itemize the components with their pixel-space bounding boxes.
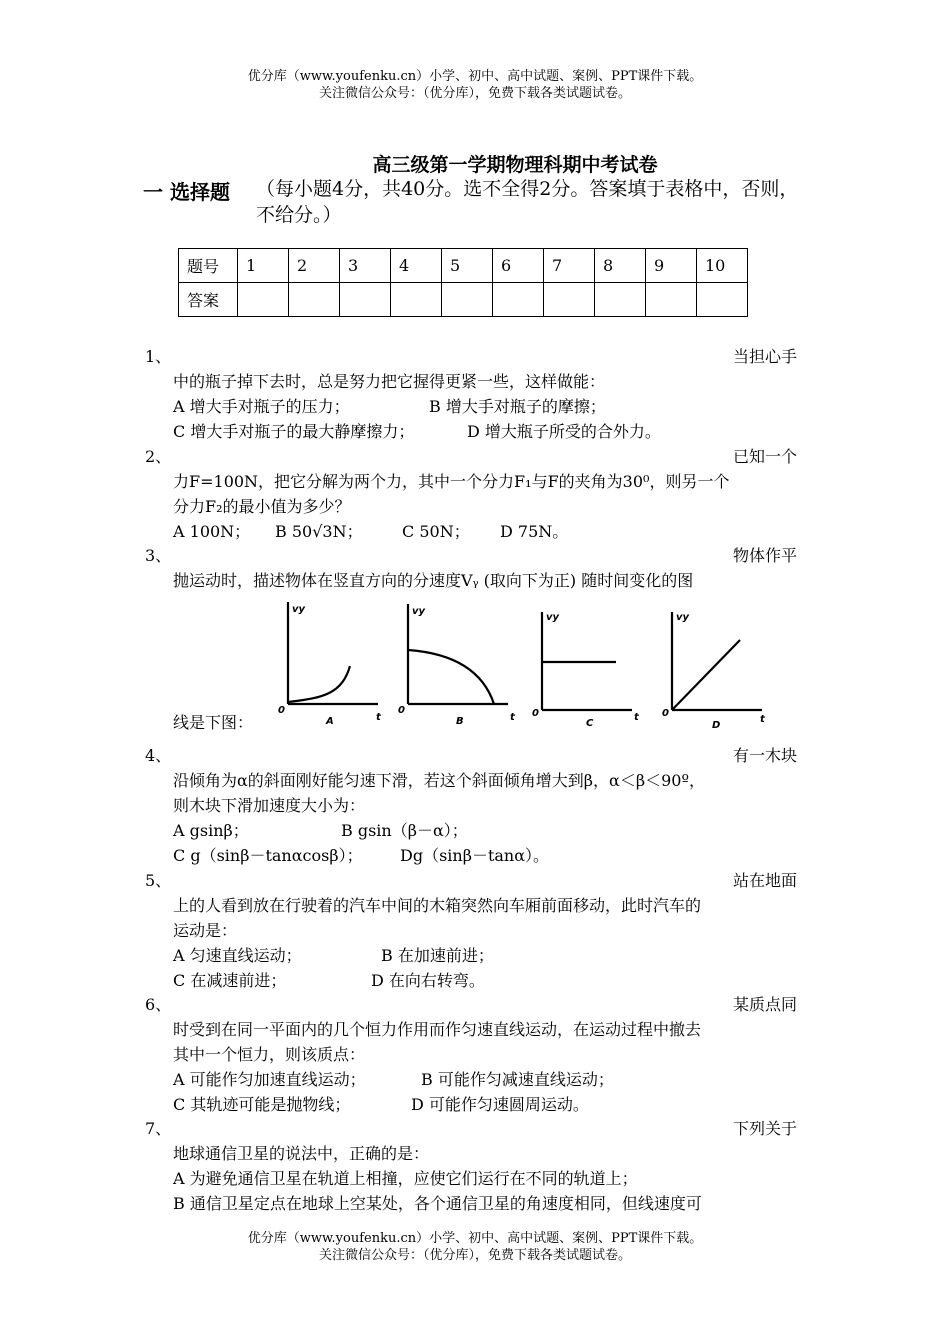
question-1 [145, 344, 805, 444]
graph-c-letter: C [586, 718, 594, 729]
section-label: 一 选择题 [143, 180, 230, 204]
question-text: 线是下图： [173, 713, 254, 732]
graph-a-letter: A [326, 716, 334, 727]
graph-b-letter: B [456, 716, 464, 727]
table-number-cell: 1 [238, 249, 289, 283]
option-b: B gsin（β－α）； [341, 821, 468, 840]
option-a: A 匀速直线运动； [173, 946, 302, 965]
graph-d-origin-label: 0 [662, 708, 669, 719]
option-b: B 50√3N； [275, 522, 363, 541]
header-line-2: 关注微信公众号：（优分库），免费下载各类试题试卷。 [318, 86, 631, 101]
table-number-cell: 3 [340, 249, 391, 283]
graph-c-origin-label: 0 [532, 708, 539, 719]
option-row [173, 968, 805, 993]
option-a: A 100N； [173, 522, 251, 541]
graph-d [672, 612, 762, 710]
question-6 [145, 992, 805, 1117]
question-text: 分力F₂的最小值为多少？ [173, 497, 351, 516]
option-a: A 可能作匀加速直线运动； [173, 1070, 366, 1089]
option-row [173, 943, 805, 968]
option-a: A 为避免通信卫星在轨道上相撞，应使它们运行在不同的轨道上； [173, 1169, 638, 1188]
option-row [173, 394, 805, 419]
page-header [0, 68, 950, 102]
table-header-number: 题号 [179, 249, 238, 283]
graph-c-t-label: t [634, 712, 639, 723]
exam-title: 高三级第一学期物理科期中考试卷 [372, 154, 658, 176]
graph-d-vy-label: vy [676, 612, 690, 623]
graphs-svg [270, 598, 790, 730]
table-number-cell: 8 [595, 249, 646, 283]
answer-table [178, 248, 748, 317]
option-row [173, 818, 805, 843]
option-d: D 在向右转弯。 [371, 971, 485, 990]
table-number-cell: 9 [646, 249, 697, 283]
answer-cell[interactable] [544, 283, 595, 317]
question-number: 6、 [145, 995, 172, 1014]
graph-d-letter: D [712, 720, 721, 730]
option-d: D 可能作匀速圆周运动。 [411, 1095, 589, 1114]
question-text: 抛运动时，描述物体在竖直方向的分速度Vᵧ (取向下为正) 随时间变化的图 [173, 571, 694, 590]
answer-cell[interactable] [340, 283, 391, 317]
option-c: C g（sinβ－tanαcosβ）； [173, 846, 363, 865]
option-a: A gsinβ； [173, 821, 249, 840]
option-d: D 75N。 [500, 522, 569, 541]
question-2 [145, 444, 805, 544]
answer-cell[interactable] [442, 283, 493, 317]
page-footer [0, 1230, 950, 1264]
option-row [173, 1067, 805, 1092]
graph-b-origin-label: 0 [398, 705, 405, 716]
question-lead-text: 已知一个 [732, 447, 797, 466]
question-lead-text: 当担心手 [732, 347, 797, 366]
question-number: 2、 [145, 447, 172, 466]
answer-cell[interactable] [391, 283, 442, 317]
question-lead-text: 站在地面 [732, 871, 797, 890]
question-number: 1、 [145, 347, 172, 366]
graph-a-t-label: t [376, 712, 381, 723]
answer-cell[interactable] [493, 283, 544, 317]
option-a: A 增大手对瓶子的压力； [173, 397, 350, 416]
footer-line-1: 优分库（www.youfenku.cn）小学、初中、高中试题、案例、PPT课件下载。 [247, 1231, 703, 1246]
answer-cell[interactable] [595, 283, 646, 317]
option-b: B 可能作匀减速直线运动； [421, 1070, 614, 1089]
option-c: C 50N； [402, 522, 470, 541]
question-number: 3、 [145, 546, 172, 565]
table-number-cell: 2 [289, 249, 340, 283]
option-c: C 在减速前进； [173, 971, 287, 990]
answer-cell[interactable] [238, 283, 289, 317]
option-b: B 通信卫星定点在地球上空某处，各个通信卫星的角速度相同，但线速度可 [173, 1194, 702, 1213]
question-text: 则木块下滑加速度大小为： [173, 796, 366, 815]
table-number-cell: 4 [391, 249, 442, 283]
option-d: Dg（sinβ－tanα）。 [400, 846, 550, 865]
header-line-1: 优分库（www.youfenku.cn）小学、初中、高中试题、案例、PPT课件下载。 [247, 69, 703, 84]
question-number: 7、 [145, 1119, 172, 1138]
question-lead-text: 下列关于 [732, 1119, 797, 1138]
question-lead-text: 某质点同 [732, 995, 797, 1014]
option-row [173, 1092, 805, 1117]
answer-cell[interactable] [646, 283, 697, 317]
question-text: 中的瓶子掉下去时，总是努力把它握得更紧一些，这样做能： [173, 372, 606, 391]
graph-a-vy-label: vy [292, 604, 306, 615]
graph-b-t-label: t [510, 712, 515, 723]
vy-t-graphs [270, 598, 790, 734]
question-text: 运动是： [173, 921, 238, 940]
option-row [173, 519, 805, 544]
option-b: B 在加速前进； [381, 946, 494, 965]
answer-table-answer-row [179, 283, 748, 317]
question-number: 4、 [145, 746, 172, 765]
graph-a-origin-label: 0 [278, 705, 285, 716]
question-number: 5、 [145, 871, 172, 890]
section-description: （每小题4分，共40分。选不全得2分。答案填于表格中，否则，不给分。） [256, 178, 799, 226]
question-text: 力F=100N，把它分解为两个力，其中一个分力F₁与F的夹角为30⁰，则另一个 [173, 472, 730, 491]
answer-table-number-row [179, 249, 748, 283]
graph-b [408, 604, 508, 704]
table-number-cell: 5 [442, 249, 493, 283]
graph-a [288, 602, 378, 704]
question-text: 其中一个恒力，则该质点： [173, 1045, 366, 1064]
table-number-cell: 6 [493, 249, 544, 283]
question-5 [145, 868, 805, 993]
question-7 [145, 1116, 805, 1216]
option-c: C 增大手对瓶子的最大静摩擦力； [173, 422, 415, 441]
question-text: 上的人看到放在行驶着的汽车中间的木箱突然向车厢前面移动，此时汽车的 [173, 896, 702, 915]
question-lead-text: 物体作平 [732, 546, 797, 565]
option-d: D 增大瓶子所受的合外力。 [467, 422, 661, 441]
answer-cell[interactable] [289, 283, 340, 317]
graph-a-curve [288, 666, 350, 702]
question-text: 时受到在同一平面内的几个恒力作用而作匀速直线运动，在运动过程中撤去 [173, 1020, 702, 1039]
footer-line-2: 关注微信公众号：（优分库），免费下载各类试题试卷。 [318, 1248, 631, 1263]
question-text: 沿倾角为α的斜面刚好能匀速下滑，若这个斜面倾角增大到β，α＜β＜90º， [173, 771, 705, 790]
option-c: C 其轨迹可能是抛物线； [173, 1095, 351, 1114]
option-row [173, 419, 805, 444]
option-b: B 增大手对瓶子的摩擦； [429, 397, 606, 416]
table-number-cell: 10 [697, 249, 748, 283]
graph-d-t-label: t [760, 714, 765, 725]
question-lead-text: 有一木块 [732, 746, 797, 765]
option-row [173, 843, 805, 868]
table-number-cell: 7 [544, 249, 595, 283]
answer-cell[interactable] [697, 283, 748, 317]
question-text: 地球通信卫星的说法中，正确的是： [173, 1144, 430, 1163]
question-4 [145, 743, 805, 868]
graph-b-curve [408, 650, 494, 704]
graph-c-vy-label: vy [546, 612, 560, 623]
table-header-answer: 答案 [179, 283, 238, 317]
graph-c [542, 612, 632, 710]
graph-d-line [672, 640, 740, 710]
graph-b-vy-label: vy [412, 606, 426, 617]
